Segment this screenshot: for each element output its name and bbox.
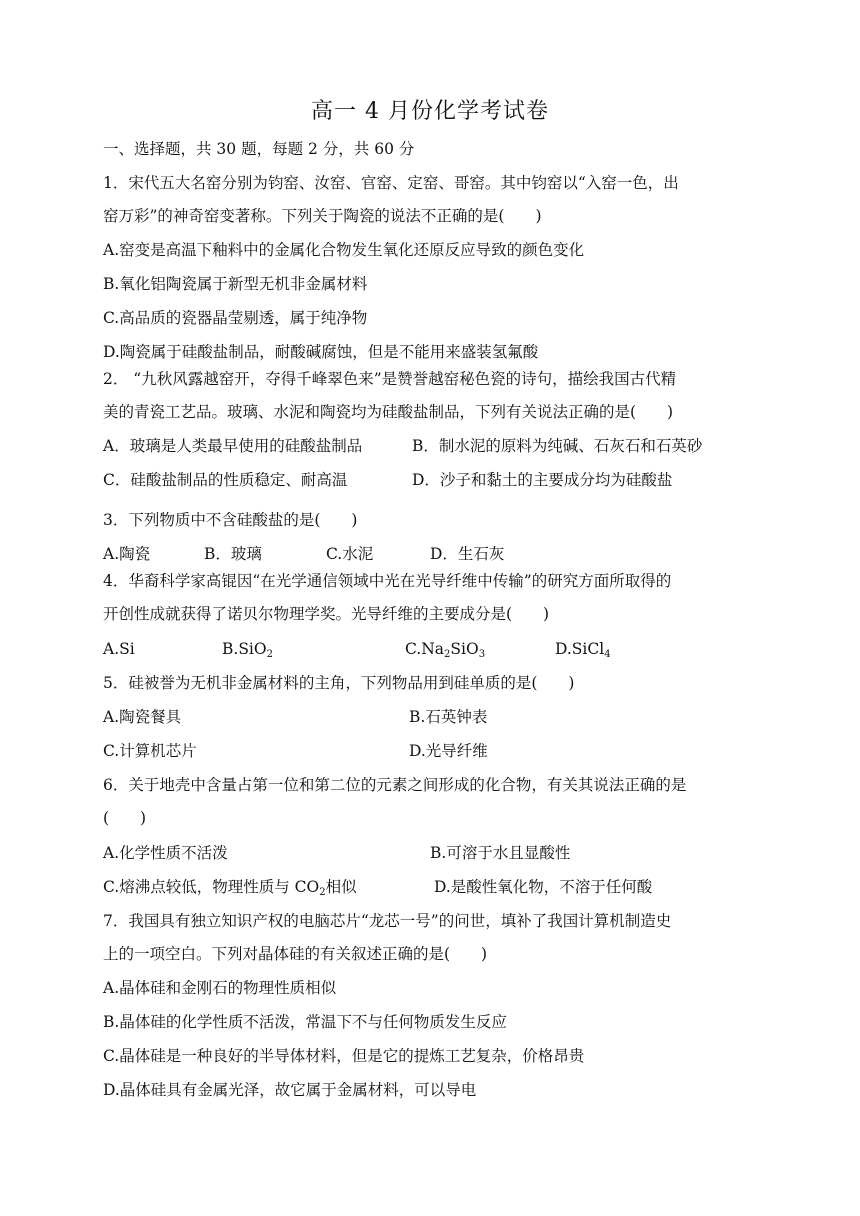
q4-option-c bbox=[405, 638, 485, 666]
q6-option-c-text: C.熔沸点较低，物理性质与 CO bbox=[103, 878, 320, 896]
page-title: 高一 4 月份化学考试卷 bbox=[311, 99, 549, 124]
q6-stem-line1: 6．关于地壳中含量占第一位和第二位的元素之间形成的化合物，有关其说法正确的是 bbox=[103, 776, 687, 794]
q3-stem: 3．下列物质中不含硅酸盐的是( ) bbox=[103, 511, 358, 529]
q5-stem: 5．硅被誉为无机非金属材料的主角，下列物品用到硅单质的是( ) bbox=[103, 674, 575, 692]
q2-option-b: B．制水泥的原料为纯碱、石灰石和石英砂 bbox=[412, 437, 703, 455]
q7-option-d: D.晶体硅具有金属光泽，故它属于金属材料，可以导电 bbox=[103, 1081, 477, 1099]
q4-stem-line2: 开创性成就获得了诺贝尔物理学奖。光导纤维的主要成分是( ) bbox=[103, 605, 550, 623]
q3-option-c: C.水泥 bbox=[326, 545, 374, 563]
q6-option-c bbox=[103, 876, 357, 904]
q4-option-b-text: B.SiO bbox=[222, 640, 267, 658]
q1-option-d: D.陶瓷属于硅酸盐制品，耐酸碱腐蚀，但是不能用来盛装氢氟酸 bbox=[103, 343, 539, 361]
q4-option-d-sub: 4 bbox=[604, 649, 611, 660]
q7-option-c: C.晶体硅是一种良好的半导体材料，但是它的提炼工艺复杂，价格昂贵 bbox=[103, 1047, 585, 1065]
q6-option-b: B.可溶于水且显酸性 bbox=[430, 844, 571, 862]
q6-stem-line2: ( ) bbox=[103, 809, 147, 827]
q3-option-b: B．玻璃 bbox=[204, 545, 262, 563]
q2-stem-line1: 2． “九秋风露越窑开，夺得千峰翠色来”是赞誉越窑秘色瓷的诗句，描绘我国古代精 bbox=[103, 370, 677, 388]
section-heading: 一、选择题，共 30 题，每题 2 分，共 60 分 bbox=[103, 140, 415, 158]
q3-option-a: A.陶瓷 bbox=[103, 545, 151, 563]
q6-option-a: A.化学性质不活泼 bbox=[103, 844, 228, 862]
q4-option-a: A.Si bbox=[103, 640, 135, 658]
q2-option-a: A．玻璃是人类最早使用的硅酸盐制品 bbox=[103, 437, 363, 455]
q4-option-c-sub2: 3 bbox=[478, 649, 486, 660]
q4-option-d bbox=[555, 638, 611, 666]
q6-option-c-sub: 2 bbox=[319, 887, 326, 898]
q4-stem-line1: 4．华裔科学家高锟因“在光学通信领域中光在光导纤维中传输”的研究方面所取得的 bbox=[103, 572, 672, 590]
q2-stem-line2: 美的青瓷工艺品。玻璃、水泥和陶瓷均为硅酸盐制品，下列有关说法正确的是( ) bbox=[103, 403, 674, 421]
q7-option-a: A.晶体硅和金刚石的物理性质相似 bbox=[103, 979, 337, 997]
q5-option-d: D.光导纤维 bbox=[409, 742, 488, 760]
q5-option-b: B.石英钟表 bbox=[409, 708, 488, 726]
q2-option-c: C．硅酸盐制品的性质稳定、耐高温 bbox=[103, 471, 348, 489]
q4-option-b-sub: 2 bbox=[266, 649, 273, 660]
q5-option-a: A.陶瓷餐具 bbox=[103, 708, 182, 726]
q7-stem-line2: 上的一项空白。下列对晶体硅的有关叙述正确的是( ) bbox=[103, 945, 488, 963]
q2-option-d: D．沙子和黏土的主要成分均为硅酸盐 bbox=[412, 471, 673, 489]
q7-stem-line1: 7．我国具有独立知识产权的电脑芯片“龙芯一号”的问世，填补了我国计算机制造史 bbox=[103, 912, 672, 930]
q5-option-c: C.计算机芯片 bbox=[103, 742, 197, 760]
q1-option-c: C.高品质的瓷器晶莹剔透，属于纯净物 bbox=[103, 309, 368, 327]
q4-option-c-text1: C.Na bbox=[405, 640, 445, 658]
q6-option-d: D.是酸性氧化物，不溶于任何酸 bbox=[434, 878, 653, 896]
q7-option-b: B.晶体硅的化学性质不活泼，常温下不与任何物质发生反应 bbox=[103, 1013, 507, 1031]
q3-option-d: D．生石灰 bbox=[430, 545, 505, 563]
q1-stem-line2: 窑万彩”的神奇窑变著称。下列关于陶瓷的说法不正确的是( ) bbox=[103, 207, 542, 225]
q1-option-a: A.窑变是高温下釉料中的金属化合物发生氧化还原反应导致的颜色变化 bbox=[103, 241, 585, 259]
q4-option-d-text: D.SiCl bbox=[555, 640, 605, 658]
q1-option-b: B.氧化铝陶瓷属于新型无机非金属材料 bbox=[103, 275, 368, 293]
q4-option-c-sub1: 2 bbox=[444, 649, 451, 660]
q4-option-b bbox=[222, 638, 273, 666]
q1-stem-line1: 1．宋代五大名窑分别为钧窑、汝窑、官窑、定窑、哥窑。其中钧窑以“入窑一色，出 bbox=[103, 174, 679, 192]
q6-option-c-tail: 相似 bbox=[325, 878, 357, 896]
q4-option-c-text2: SiO bbox=[450, 640, 479, 658]
